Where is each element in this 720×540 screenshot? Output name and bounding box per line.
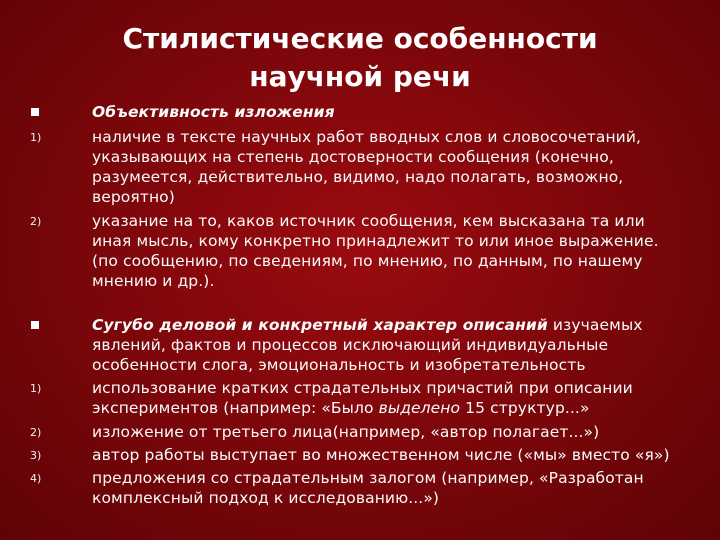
item-text: автор работы выступает во множественном числе («мы» вместо «я») <box>92 446 670 464</box>
item-text-part: использование кратких страдательных причастий при описании экспериментов (например: «Было <box>92 379 633 417</box>
item-text-italic: выделено <box>378 399 461 417</box>
square-bullet-icon <box>31 321 39 329</box>
section-heading: Объективность изложения <box>92 103 335 121</box>
section-heading: Сугубо деловой и конкретный характер описаний <box>92 316 548 334</box>
item-number: 3) <box>30 449 42 462</box>
item-number: 1) <box>30 131 42 144</box>
item-text <box>92 378 687 418</box>
item-text: указание на то, каков источник сообщения, кем высказана та или иная мысль, кому конкретно принадлежит то или иное выражение. (по сообщению, по сведениям, по мнению, по данным, по нашему мнению и др.). <box>92 212 659 290</box>
item-text-part: 15 структур...» <box>460 399 590 417</box>
item-number: 1) <box>30 382 42 395</box>
item-text: наличие в тексте научных работ вводных слов и словосочетаний, указывающих на степень достоверности сообщения (конечно, разумеется, действительно, видимо, надо полагать, возможно, вероятно) <box>92 128 642 206</box>
slide-title: Стилистические особенности научной речи <box>122 22 598 93</box>
item-number: 2) <box>30 215 42 228</box>
item-number: 4) <box>30 472 42 485</box>
section-paragraph <box>92 315 687 375</box>
item-number: 2) <box>30 426 42 439</box>
item-text: изложение от третьего лица(например, «автор полагает...») <box>92 423 600 441</box>
square-bullet-icon <box>31 108 39 116</box>
item-text: предложения со страдательным залогом (например, «Разработан комплексный подход к исследованию...») <box>92 469 644 507</box>
section-heading-rest: изучаемых явлений, фактов и процессов исключающий индивидуальные особенности слога, эмоциональность и изобретательность <box>92 316 643 374</box>
